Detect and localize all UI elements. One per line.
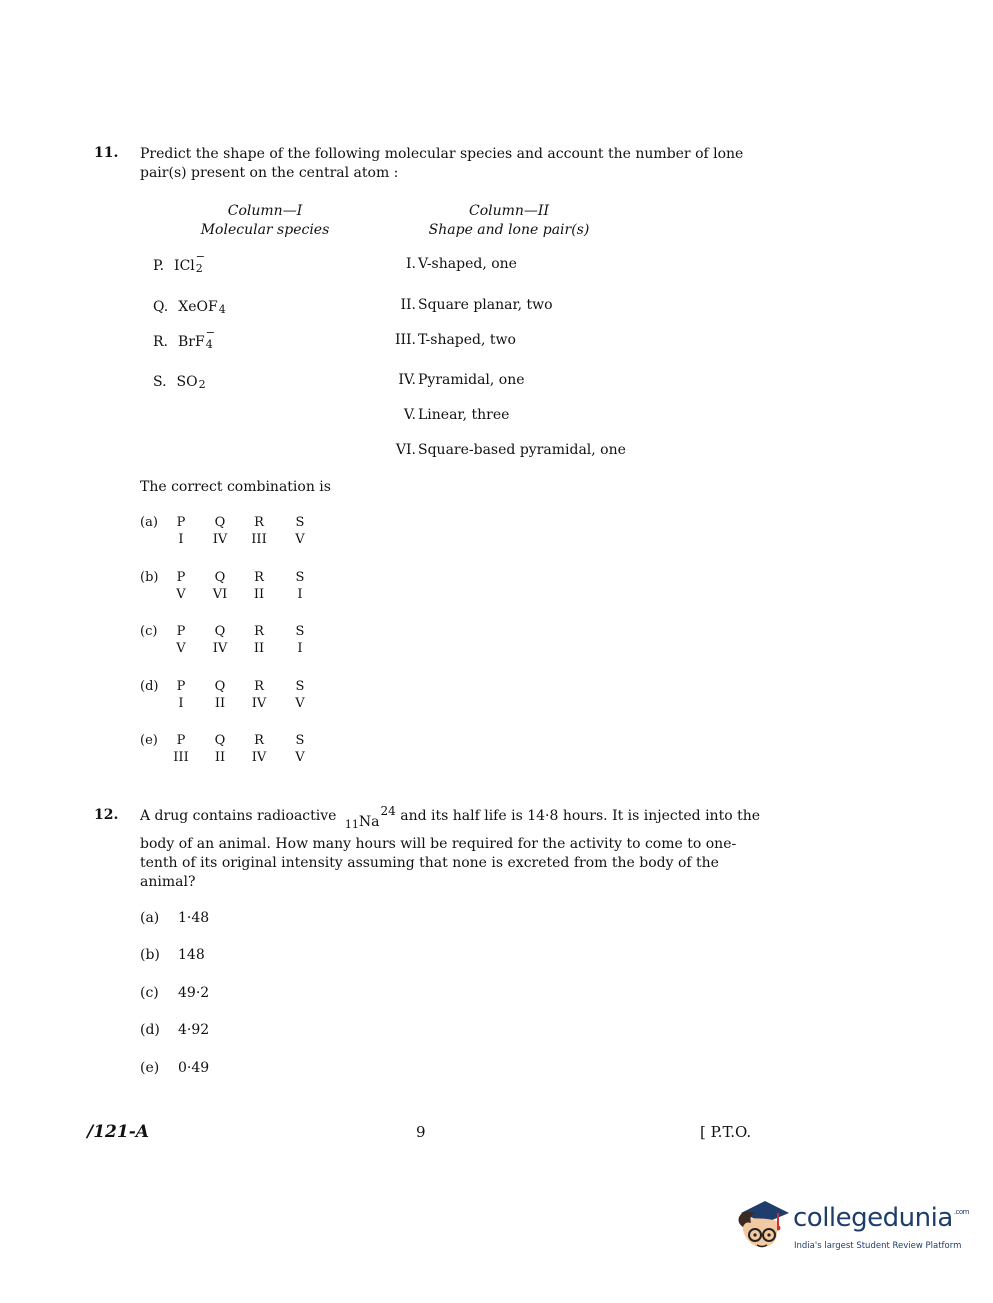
logo-wordmark: collegedunia$^{.com}$ [793, 1203, 969, 1233]
species-subscript: 2 [198, 378, 206, 391]
roman-value: V [295, 696, 305, 711]
species-label: P. [153, 258, 165, 274]
paper-code: /121-A [87, 1122, 149, 1142]
shape-item [380, 256, 517, 272]
option-label: (d) [140, 679, 159, 694]
answer-value: 0·49 [178, 1060, 210, 1076]
question-12-text: body of an animal. How many hours will be required for the activity to come to one-tenth of its original intensity assuming that none is excreted from the body of the animal? [140, 836, 737, 890]
species-item [153, 326, 215, 351]
roman-value: V [176, 641, 186, 656]
species-label: R. [153, 334, 168, 350]
roman-value: VI [212, 587, 228, 602]
column-letter: Q [214, 733, 226, 748]
column-letter: Q [214, 624, 226, 639]
species-charge: − [195, 250, 205, 263]
answer-label: (e) [140, 1060, 160, 1076]
shape-text: Square-based pyramidal, one [418, 442, 626, 458]
species-indices [218, 297, 228, 316]
answer-option [140, 1060, 260, 1080]
roman-value: II [253, 641, 265, 656]
combination-option [140, 679, 320, 715]
shape-label: II. [400, 297, 416, 313]
column-letter: R [254, 733, 264, 748]
shape-text: V-shaped, one [418, 256, 517, 272]
shape-text: Pyramidal, one [418, 372, 525, 388]
species-charge: − [205, 326, 215, 339]
collegedunia-logo [733, 1195, 969, 1265]
shape-item [380, 297, 553, 313]
column-letter: P [176, 733, 186, 748]
column-letter: R [254, 570, 264, 585]
species-subscript: 2 [195, 262, 203, 275]
roman-value: II [214, 750, 226, 765]
species-indices [195, 250, 205, 275]
roman-value: III [173, 750, 189, 765]
answer-option [140, 1022, 260, 1042]
column-letter: P [176, 679, 186, 694]
column-letter: R [254, 624, 264, 639]
shape-item [380, 442, 626, 458]
shape-text: T-shaped, two [418, 332, 516, 348]
shape-item [380, 407, 509, 423]
roman-value: III [251, 532, 267, 547]
question-number-11: 11. [94, 145, 119, 161]
shape-label: IV. [398, 372, 416, 388]
shape-text: Linear, three [418, 407, 510, 423]
question-number-12: 12. [94, 807, 119, 823]
column-letter: Q [214, 515, 226, 530]
species-label: S. [153, 374, 167, 390]
column-letter: S [295, 570, 305, 585]
answer-option [140, 947, 260, 967]
shape-label: V. [403, 407, 416, 423]
species-item [153, 297, 228, 315]
roman-value: IV [212, 641, 228, 656]
combination-option [140, 624, 320, 660]
column-letter: P [176, 570, 186, 585]
logo-tagline: India's largest Student Review Platform [794, 1241, 962, 1251]
roman-value: II [253, 587, 265, 602]
answer-option [140, 985, 260, 1005]
answer-value: 1·48 [178, 910, 210, 926]
column-letter: Q [214, 679, 226, 694]
roman-value: IV [212, 532, 228, 547]
species-formula: ICl [174, 258, 195, 274]
roman-value: V [295, 532, 305, 547]
roman-value: I [297, 587, 303, 602]
column-1-heading: Column—I Molecular species [200, 203, 330, 238]
question-12-first-line: A drug contains radioactive $_{11}$Na24 and its half life is 14·8 hours. It is injected into the [140, 804, 760, 831]
species-subscript: 4 [218, 303, 226, 316]
shape-item [380, 372, 525, 388]
answer-label: (d) [140, 1022, 160, 1038]
option-label: (e) [140, 733, 158, 748]
species-indices [198, 372, 208, 391]
species-item [153, 250, 205, 275]
combination-option [140, 515, 320, 551]
species-formula: BrF [178, 334, 205, 350]
column-2-heading: Column—II Shape and lone pair(s) [428, 203, 590, 238]
roman-value: II [214, 696, 226, 711]
pto-label: [ P.T.O. [700, 1123, 752, 1141]
shape-label: I. [406, 256, 416, 272]
mascot-icon [733, 1195, 791, 1257]
column-letter: R [254, 515, 264, 530]
roman-value: I [178, 696, 184, 711]
page-number: 9 [416, 1123, 426, 1141]
combination-option [140, 570, 320, 606]
shape-label: III. [394, 332, 416, 348]
species-indices [205, 326, 215, 351]
roman-value: V [295, 750, 305, 765]
column-letter: S [295, 733, 305, 748]
roman-value: V [176, 587, 186, 602]
combination-option [140, 733, 320, 769]
option-label: (a) [140, 515, 158, 530]
answer-value: 49·2 [178, 985, 210, 1001]
answer-value: 4·92 [178, 1022, 210, 1038]
answer-label: (b) [140, 947, 160, 963]
column-letter: P [176, 515, 186, 530]
roman-value: I [297, 641, 303, 656]
answer-label: (c) [140, 985, 159, 1001]
shape-label: VI. [395, 442, 416, 458]
species-formula: SO [176, 374, 198, 390]
roman-value: IV [251, 750, 267, 765]
question-11-text: Predict the shape of the following molecular species and account the number of lone pair(s) present on the central atom : [140, 146, 744, 181]
species-formula: XeOF [178, 299, 218, 315]
species-label: Q. [153, 299, 169, 315]
shape-text: Square planar, two [418, 297, 553, 313]
option-label: (c) [140, 624, 158, 639]
species-item [153, 372, 208, 390]
column-letter: Q [214, 570, 226, 585]
column-letter: S [295, 624, 305, 639]
answer-label: (a) [140, 910, 160, 926]
column-letter: P [176, 624, 186, 639]
answer-option [140, 910, 260, 930]
column-letter: S [295, 515, 305, 530]
roman-value: IV [251, 696, 267, 711]
answer-value: 148 [178, 947, 205, 963]
column-letter: S [295, 679, 305, 694]
species-subscript: 4 [205, 338, 213, 351]
column-letter: R [254, 679, 264, 694]
roman-value: I [178, 532, 184, 547]
shape-item [380, 332, 516, 348]
option-label: (b) [140, 570, 159, 585]
combination-intro: The correct combination is [140, 479, 331, 495]
